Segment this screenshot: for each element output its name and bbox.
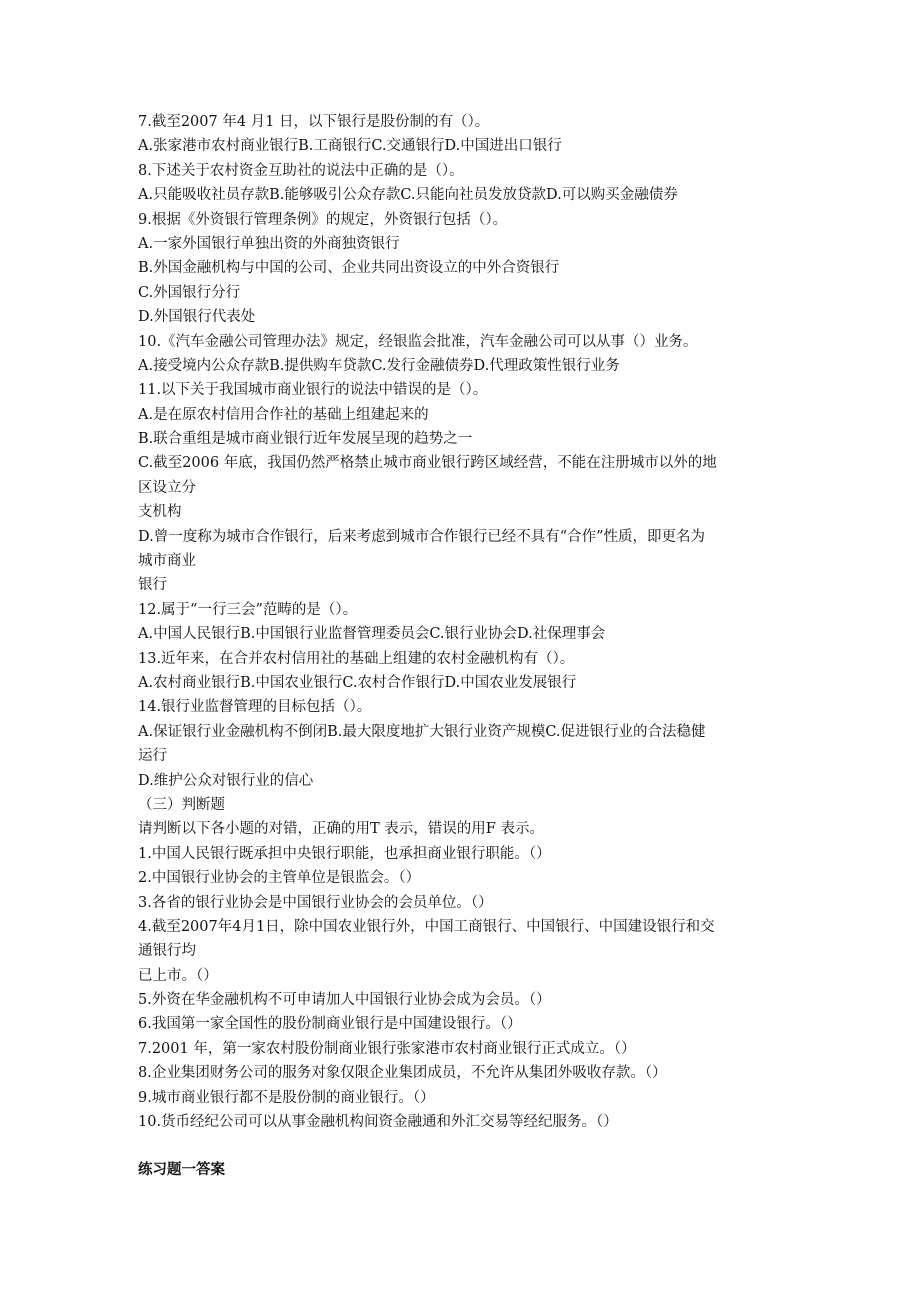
text-line: C.外国银行分行: [138, 284, 241, 301]
text-line: 8.企业集团财务公司的服务对象仅限企业集团成员，不允许从集团外吸收存款。（）: [138, 1065, 667, 1082]
text-line: B.外国金融机构与中国的公司、企业共同出资设立的中外合资银行: [138, 260, 560, 277]
text-line: 通银行均: [138, 943, 196, 960]
text-line: A.张家港市农村商业银行B.工商银行C.交通银行D.中国进出口银行: [138, 138, 562, 155]
text-line: A.保证银行业金融机构不倒闭B.最大限度地扩大银行业资产规模C.促进银行业的合法稳健: [138, 723, 706, 740]
text-line: 10.《汽车金融公司管理办法》规定，经银监会批准，汽车金融公司可以从事（）业务。: [138, 333, 698, 350]
text-line: 9.根据《外资银行管理条例》的规定，外资银行包括（）。: [138, 211, 508, 228]
text-line: A.只能吸收社员存款B.能够吸引公众存款C.只能向社员发放贷款D.可以购买金融债券: [138, 187, 678, 204]
text-line: 7.截至2007 年4 月1 日，以下银行是股份制的有（）。: [138, 114, 490, 130]
text-line: 13.近年来，在合并农村信用社的基础上组建的农村金融机构有（）。: [138, 650, 575, 667]
text-line: C.截至2006 年底，我国仍然严格禁止城市商业银行跨区域经营，不能在注册城市以外的地: [138, 455, 717, 472]
section-instruction: 请判断以下各小题的对错，正确的用T 表示，错误的用F 表示。: [138, 821, 544, 838]
answer-heading: 练习题一答案: [138, 1162, 225, 1179]
text-line: D.外国银行代表处: [138, 309, 256, 326]
text-line: 已上市。（）: [138, 967, 218, 984]
text-line: 区设立分: [138, 479, 196, 496]
text-line: A.农村商业银行B.中国农业银行C.农村合作银行D.中国农业发展银行: [138, 674, 577, 691]
text-line: B.联合重组是城市商业银行近年发展呈现的趋势之一: [138, 431, 473, 448]
text-line: A.一家外国银行单独出资的外商独资银行: [138, 235, 400, 252]
text-line: 银行: [138, 577, 167, 594]
text-line: A.接受境内公众存款B.提供购车贷款C.发行金融债券D.代理政策性银行业务: [138, 357, 620, 374]
text-line: 11.以下关于我国城市商业银行的说法中错误的是（）。: [138, 382, 488, 399]
text-line: 7.2001 年，第一家农村股份制商业银行张家港市农村商业银行正式成立。（）: [138, 1040, 636, 1057]
text-line: 4.截至2007年4月1日，除中国农业银行外，中国工商银行、中国银行、中国建设银行和交: [138, 918, 715, 935]
text-line: A.中国人民银行B.中国银行业监督管理委员会C.银行业协会D.社保理事会: [138, 626, 606, 643]
text-line: 支机构: [138, 504, 182, 521]
text-line: A.是在原农村信用合作社的基础上组建起来的: [138, 406, 429, 423]
text-line: 6.我国第一家全国性的股份制商业银行是中国建设银行。（）: [138, 1016, 522, 1033]
text-line: D.维护公众对银行业的信心: [138, 772, 314, 789]
text-line: 8.下述关于农村资金互助社的说法中正确的是（）。: [138, 162, 464, 179]
text-line: 14.银行业监督管理的目标包括（）。: [138, 699, 372, 716]
document-page: [138, 110, 798, 1182]
text-line: 10.货币经纪公司可以从事金融机构间资金融通和外汇交易等经纪服务。（）: [138, 1114, 618, 1131]
text-line: 1.中国人民银行既承担中央银行职能，也承担商业银行职能。（）: [138, 845, 551, 862]
section-title: （三）判断题: [138, 796, 225, 813]
text-line: 3.各省的银行业协会是中国银行业协会的会员单位。（）: [138, 894, 493, 911]
text-line: D.曾一度称为城市合作银行，后来考虑到城市合作银行已经不具有“合作”性质，即更名为: [138, 528, 706, 545]
text-line: 2.中国银行业协会的主管单位是银监会。（）: [138, 870, 421, 887]
text-line: 12.属于“一行三会”范畴的是（）。: [138, 601, 358, 618]
text-line: 运行: [138, 748, 167, 765]
text-line: 9.城市商业银行都不是股份制的商业银行。（）: [138, 1089, 435, 1106]
text-line: 5.外资在华金融机构不可申请加人中国银行业协会成为会员。（）: [138, 992, 551, 1009]
text-line: 城市商业: [138, 553, 196, 570]
